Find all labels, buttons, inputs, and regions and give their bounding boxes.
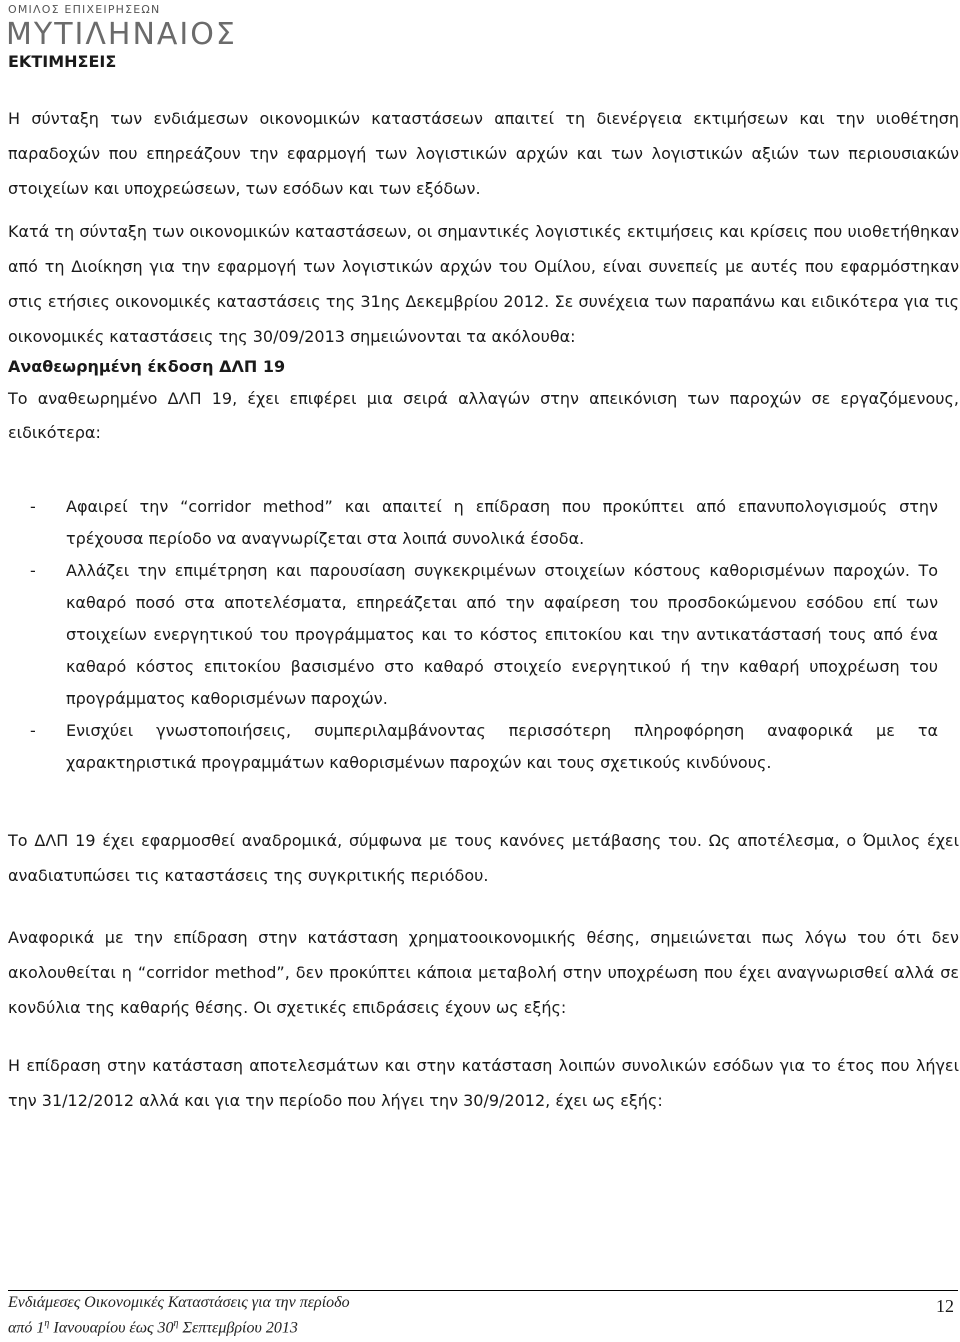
paragraph-intro: Η σύνταξη των ενδιάμεσων οικονομικών καταστάσεων απαιτεί τη διενέργεια εκτιμήσεων και την υιοθέτηση παραδοχών που επηρεάζουν την εφαρμογή των λογιστικών αρχών και των λογιστικών αξιών των περιουσιακών στοιχείων και υποχρεώσεων, των εσόδων και των εξόδων.	[8, 109, 959, 198]
list-item	[30, 491, 938, 555]
paragraph-retrospective: Το ΔΛΠ 19 έχει εφαρμοσθεί αναδρομικά, σύμφωνα με τους κανόνες μετάβασης του. Ως αποτέλεσμα, ο Όμιλος έχει αναδιατυπώσει τις καταστάσεις της συγκριτικής περιόδου.	[8, 831, 959, 885]
paragraph-ias19-intro: Το αναθεωρημένο ΔΛΠ 19, έχει επιφέρει μια σειρά αλλαγών στην απεικόνιση των παροχών σε εργαζόμενους, ειδικότερα:	[8, 389, 959, 442]
footer-period-part: από 1	[8, 1319, 45, 1337]
list-item	[30, 715, 938, 779]
subheading-ias19: Αναθεωρημένη έκδοση ΔΛΠ 19	[8, 357, 286, 376]
paragraph-financial-position: Αναφορικά με την επίδραση στην κατάσταση χρηματοοικονομικής θέσης, σημειώνεται πως λόγω του ότι δεν ακολουθείται η “corridor method”, δεν προκύπτει κάποια μεταβολή στην υποχρέωση που έχει αναγνωρισθεί αλλά σε κονδύλια της καθαρής θέσης. Οι σχετικές επιδράσεις έχουν ως εξής:	[8, 928, 959, 1017]
bullet-list	[30, 491, 938, 779]
logo-graphic	[6, 2, 268, 46]
paragraph-estimates: Κατά τη σύνταξη των οικονομικών καταστάσεων, οι σημαντικές λογιστικές εκτιμήσεις και κρίσεις που υιοθετήθηκαν από τη Διοίκηση για την εφαρμογή των λογιστικών αρχών του Ομίλου, είναι συνεπείς με αυτές που εφαρμόστηκαν στις ετήσιες οικονομικές καταστάσεις της 31ης Δεκεμβρίου 2012. Σε συνέχεια των παραπάνω και ειδικότερα για τις οικονομικές καταστάσεις της 30/09/2013 σημειώνονται τα ακόλουθα:	[8, 222, 959, 346]
list-item-text: Ενισχύει γνωστοποιήσεις, συμπεριλαμβάνοντας περισσότερη πληροφόρηση αναφορικά με τα χαρακτηριστικά προγραμμάτων καθορισμένων παροχών και τους σχετικούς κινδύνους.	[66, 721, 938, 772]
page-number: 12	[936, 1296, 954, 1316]
footer-sup: η	[44, 1318, 50, 1329]
footer-divider	[8, 1290, 958, 1291]
footer-title: Ενδιάμεσες Οικονομικές Καταστάσεις για την περίοδο	[8, 1294, 350, 1311]
paragraph-income-effect: Η επίδραση στην κατάσταση αποτελεσμάτων και στην κατάσταση λοιπών συνολικών εσόδων για το έτος που λήγει την 31/12/2012 αλλά και για την περίοδο που λήγει την 30/9/2012, έχει ως εξής:	[8, 1056, 959, 1110]
list-item-text: Αλλάζει την επιμέτρηση και παρουσίαση συγκεκριμένων στοιχείων κόστους καθορισμένων παροχών. Το καθαρό ποσό στα αποτελέσματα, επηρεάζεται από την αφαίρεση του προσδοκώμενου εσόδου επί των στοιχείων ενεργητικού του προγράμματος και το κόστος επιτοκίου και την αντικατάστασή τους από ένα καθαρό κόστος επιτοκίου βασισμένο στο καθαρό στοιχείο ενεργητικού ή την καθαρή υποχρέωση του προγράμματος καθορισμένων παροχών.	[66, 561, 938, 708]
logo-top-text: ΟΜΙΛΟΣ ΕΠΙΧΕΙΡΗΣΕΩΝ	[8, 3, 161, 16]
footer-sup: η	[173, 1318, 179, 1329]
list-item-text: Αφαιρεί την “corridor method” και απαιτεί η επίδραση που προκύπτει από επανυπολογισμούς στην τρέχουσα περίοδο να αναγνωρίζεται στα λοιπά συνολικά έσοδα.	[66, 497, 938, 548]
list-dash: -	[30, 561, 36, 580]
list-item	[30, 555, 938, 715]
section-heading: ΕΚΤΙΜΗΣΕΙΣ	[8, 52, 117, 71]
footer-period-part: Σεπτεμβρίου 2013	[178, 1319, 298, 1337]
list-dash: -	[30, 721, 36, 740]
footer-period-part: Ιανουαρίου έως 30	[49, 1319, 174, 1337]
list-dash: -	[30, 497, 36, 516]
footer-period	[8, 1318, 298, 1337]
logo-name: ΜΥΤΙΛΗΝΑΙΟΣ	[6, 17, 237, 46]
company-logo	[6, 2, 268, 46]
